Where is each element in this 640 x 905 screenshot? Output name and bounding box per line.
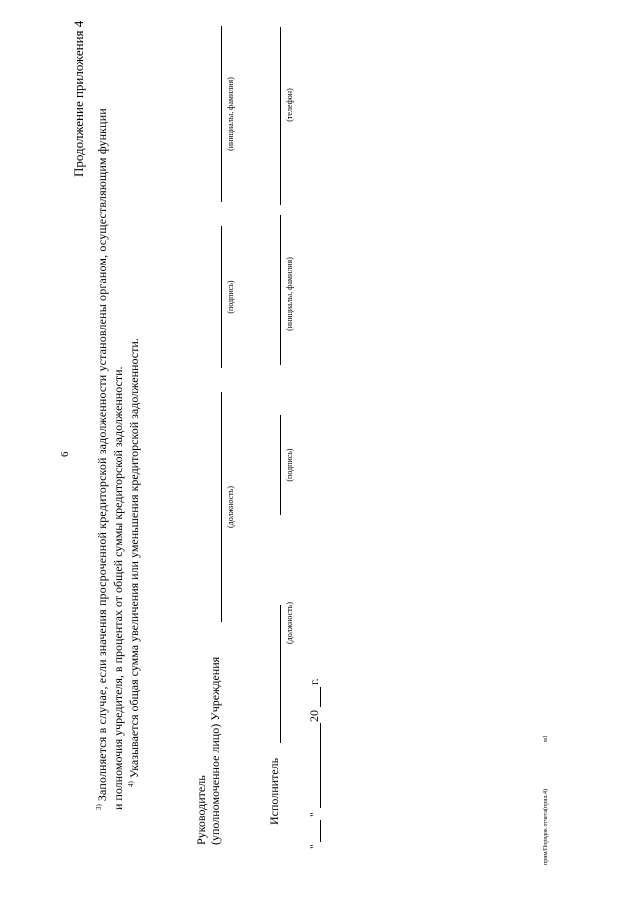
executor-phone-line [280, 27, 281, 205]
footnote-3-text-1: Заполняется в случае, если значения просроченной кредиторской задолженности установлены органом, осуществляющим функции [95, 108, 109, 802]
head-signature-line [221, 226, 222, 368]
head-label-line-1: Руководитель [194, 775, 208, 845]
footnote-4-mark: 4) [127, 781, 135, 787]
page-number: 6 [59, 451, 71, 457]
head-position-caption: (должность) [226, 486, 235, 528]
footnote-3-line-2: и полномочия учредителя, в процентах от общей суммы кредиторской задолженности. [111, 366, 125, 810]
date-quote-close: " [307, 812, 321, 817]
date-year-prefix: 20 [307, 710, 321, 722]
head-position-line [221, 392, 222, 622]
footnote-3-mark: 3) [95, 804, 103, 810]
head-signature-caption: (подпись) [226, 280, 235, 314]
executor-position-caption: (должность) [285, 602, 294, 644]
footer-file-code: м1 [543, 735, 549, 742]
date-day-line [320, 820, 321, 842]
head-name-caption: (инициалы, фамилия) [226, 77, 235, 151]
footnote-4-text: Указывается общая сумма увеличения или уменьшения кредиторской задолженности. [127, 338, 141, 779]
appendix-note: Продолжение приложения 4 [71, 20, 86, 177]
executor-name-caption: (инициалы, фамилия) [285, 257, 294, 331]
date-year-suffix: г. [307, 678, 321, 685]
executor-position-line [280, 605, 281, 743]
footnote-3-line-1 [96, 108, 108, 810]
head-label-line-2: (уполномоченное лицо) Учреждения [208, 656, 222, 845]
footnote-4-line [128, 338, 140, 787]
executor-phone-caption: (телефон) [285, 88, 294, 122]
date-year-line [320, 687, 321, 707]
executor-signature-line [280, 415, 281, 515]
date-quote-open: " [307, 844, 321, 849]
executor-signature-caption: (подпись) [285, 448, 294, 482]
date-month-line [320, 723, 321, 808]
head-name-line [221, 26, 222, 202]
executor-name-line [280, 215, 281, 365]
executor-label: Исполнитель [267, 757, 281, 825]
footer-file-ref: прим/Порядок отчета(прил.4) [543, 789, 549, 865]
